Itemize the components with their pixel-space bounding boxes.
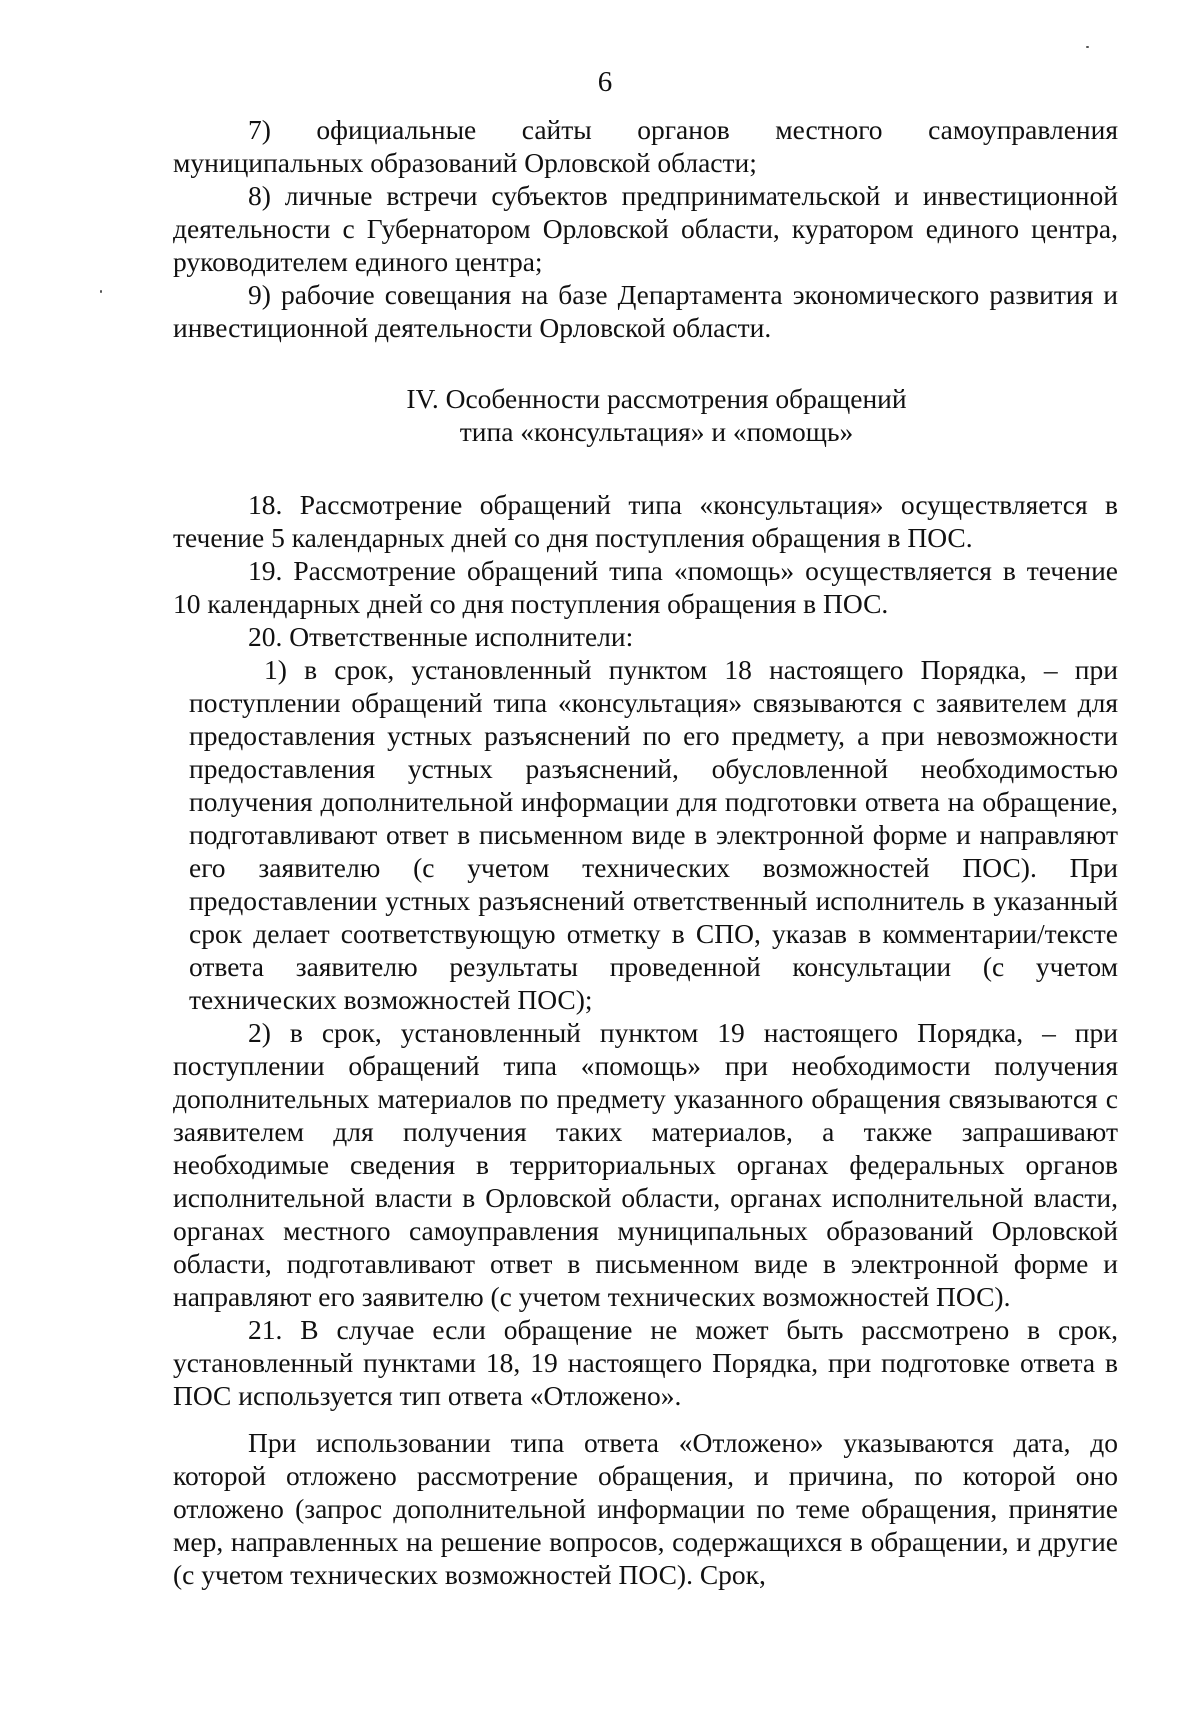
paragraph-20: 20. Ответственные исполнители: xyxy=(248,621,634,652)
paragraph-21-continuation: При использовании типа ответа «Отложено» указываются дата, до которой отложено рассмотрение обращения, и причина, по которой оно отложено (запрос дополнительной информации по теме обращения, принятие мер, направленных на решение вопросов, содержащихся в обращении, и другие (с учетом технических возможностей ПОС). Срок, xyxy=(173,1427,1118,1590)
paragraph-21: 21. В случае если обращение не может быть рассмотрено в срок, установленный пунктами 18, 19 настоящего Порядка, при подготовке ответа в ПОС используется тип ответа «Отложено». xyxy=(173,1314,1118,1411)
section-title-line-2: типа «консультация» и «помощь» xyxy=(459,416,854,447)
section-heading xyxy=(173,382,1118,448)
scan-speck xyxy=(1086,46,1089,48)
list-item-9: 9) рабочие совещания на базе Департамента экономического развития и инвестиционной деятельности Орловской области. xyxy=(173,279,1118,343)
paragraph-19: 19. Рассмотрение обращений типа «помощь» осуществляется в течение 10 календарных дней со дня поступления обращения в ПОС. xyxy=(173,555,1118,619)
scan-speck xyxy=(100,290,102,293)
list-item-7: 7) официальные сайты органов местного самоуправления муниципальных образований Орловской области; xyxy=(173,114,1118,178)
section-title-line-1: IV. Особенности рассмотрения обращений xyxy=(406,383,907,414)
list-item-8: 8) личные встречи субъектов предпринимательской и инвестиционной деятельности с Губернатором Орловской области, куратором единого центра, руководителем единого центра; xyxy=(173,180,1118,277)
paragraph-20-item-2: 2) в срок, установленный пунктом 19 настоящего Порядка, – при поступлении обращений типа «помощь» при необходимости получения дополнительных материалов по предмету указанного обращения связываются с заявителем для получения таких материалов, а также запрашивают необходимые сведения в территориальных органах федеральных органов исполнительной власти в Орловской области, органах исполнительной власти, органах местного самоуправления муниципальных образований Орловской области, подготавливают ответ в письменном виде в электронной форме и направляют его заявителю (с учетом технических возможностей ПОС). xyxy=(173,1017,1118,1312)
page-number: 6 xyxy=(597,66,613,98)
paragraph-18: 18. Рассмотрение обращений типа «консультация» осуществляется в течение 5 календарных дней со дня поступления обращения в ПОС. xyxy=(173,489,1118,553)
document-body xyxy=(173,113,1118,1591)
paragraph-20-item-1: 1) в срок, установленный пунктом 18 настоящего Порядка, – при поступлении обращений типа «консультация» связываются с заявителем для предоставления устных разъяснений по его предмету, а при невозможности предоставления устных разъяснений, обусловленной необходимостью получения дополнительной информации для подготовки ответа на обращение, подготавливают ответ в письменном виде в электронной форме и направляют его заявителю (с учетом технических возможностей ПОС). При предоставлении устных разъяснений ответственный исполнитель в указанный срок делает соответствующую отметку в СПО, указав в комментарии/тексте ответа заявителю результаты проведенной консультации (с учетом технических возможностей ПОС); xyxy=(189,654,1118,1015)
